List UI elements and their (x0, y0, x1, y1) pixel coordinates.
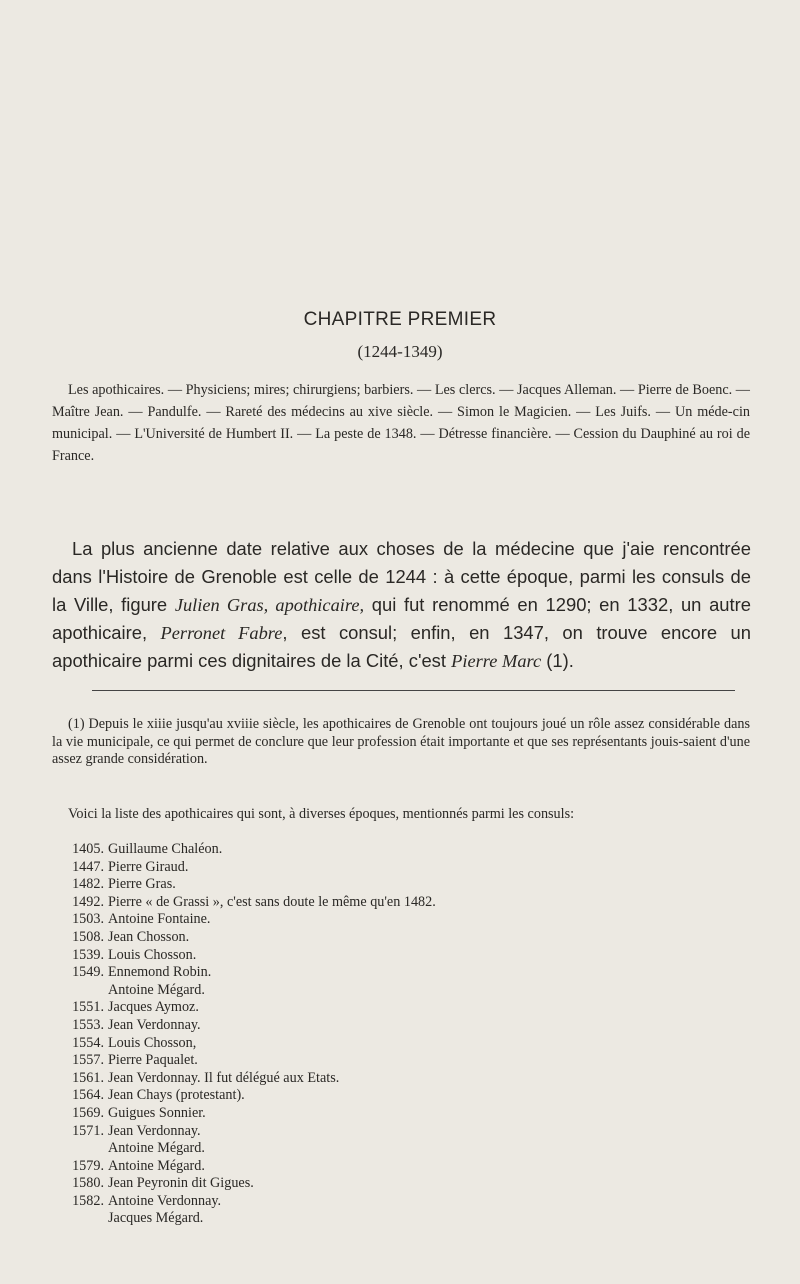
footnote-text: (1) Depuis le xiiie jusqu'au xviiie siècle, les apothicaires de Grenoble ont toujours joué un rôle assez considérable dans la vie municipale, ce qui permet de conclure que leur profession était importante et que ses représentants jouis-saient d'une assez grande considération. (52, 716, 750, 768)
list-item (52, 929, 436, 947)
consul-name: Jean Verdonnay. Il fut délégué aux Etats. (108, 1069, 340, 1086)
consul-name: Antoine Verdonnay. (108, 1192, 222, 1209)
consul-name: Jacques Mégard. (108, 1210, 204, 1227)
consul-year: 1447. (72, 858, 104, 875)
consul-name: Jacques Aymoz. (108, 999, 199, 1016)
consul-year: 1503. (72, 911, 104, 928)
list-item (52, 911, 436, 929)
list-item (52, 1175, 436, 1193)
consul-name: Antoine Mégard. (108, 1157, 205, 1174)
list-item (52, 1052, 436, 1070)
list-item (52, 1105, 436, 1123)
consul-name: Antoine Fontaine. (108, 911, 211, 928)
consul-name: Jean Verdonnay. (108, 1016, 201, 1033)
list-item (52, 1070, 436, 1088)
chapter-dates: (1244-1349) (357, 342, 443, 361)
list-item (52, 1210, 436, 1228)
consul-year: 1561. (72, 1069, 104, 1086)
consul-name: Jean Chosson. (108, 928, 190, 945)
consul-list (52, 841, 436, 1228)
person-pierre-marc: Pierre Marc (451, 651, 542, 671)
list-item (52, 841, 436, 859)
consul-name: Guigues Sonnier. (108, 1104, 206, 1121)
consul-year: 1405. (72, 841, 104, 857)
main-paragraph (52, 535, 751, 675)
consul-name: Pierre Giraud. (108, 858, 189, 875)
consul-name: Jean Peyronin dit Gigues. (108, 1175, 254, 1192)
consul-year: 1571. (72, 1122, 104, 1139)
person-julien-gras: Julien Gras, apothicaire, (174, 595, 365, 615)
consul-year: 1580. (72, 1175, 104, 1192)
main-text-2: qui fut renommé en 1290; en 1332, un autre apothicaire, (52, 594, 751, 643)
consul-year: 1554. (72, 1034, 104, 1051)
main-text-4: (1). (541, 650, 574, 671)
consul-year: 1551. (72, 999, 104, 1016)
list-item (52, 1017, 436, 1035)
list-item (52, 1158, 436, 1176)
list-item (52, 1193, 436, 1211)
consul-name: Antoine Mégard. (108, 1140, 205, 1157)
list-item (52, 876, 436, 894)
list-item (52, 894, 436, 912)
chapter-summary: Les apothicaires. — Physiciens; mires; chirurgiens; barbiers. — Les clercs. — Jacques Alleman. — Pierre de Boenc. — Maître Jean. — Pandulfe. — Rareté des médecins au xive siècle. — Simon le Magicien. — Les Juifs. — Un méde-cin municipal. — L'Université de Humbert II. — La peste de 1348. — Détresse financière. — Cession du Dauphiné au roi de France. (52, 382, 750, 464)
footnote-list-intro: Voici la liste des apothicaires qui sont, à diverses époques, mentionnés parmi les consuls: (68, 806, 575, 822)
consul-year: 1569. (72, 1104, 104, 1121)
consul-name: Louis Chosson. (108, 946, 197, 963)
consul-name: Louis Chosson, (108, 1034, 197, 1051)
consul-year: 1539. (72, 946, 104, 963)
consul-year: 1582. (72, 1192, 104, 1209)
consul-year: 1564. (72, 1087, 104, 1104)
consul-name: Pierre Paqualet. (108, 1052, 198, 1069)
footnote-divider (92, 690, 735, 691)
consul-year: 1557. (72, 1052, 104, 1069)
list-item (52, 947, 436, 965)
consul-name: Pierre « de Grassi », c'est sans doute le même qu'en 1482. (108, 893, 436, 910)
consul-year: 1579. (72, 1157, 104, 1174)
consul-year: 1549. (72, 964, 104, 981)
main-text-3: , est consul; enfin, en 1347, on trouve encore un apothicaire parmi ces dignitaires de la Cité, c'est (52, 622, 751, 671)
list-item (52, 982, 436, 1000)
consul-name: Jean Verdonnay. (108, 1122, 201, 1139)
list-item (52, 1035, 436, 1053)
consul-name: Guillaume Chaléon. (108, 841, 223, 857)
consul-name: Ennemond Robin. (108, 964, 212, 981)
list-item (52, 999, 436, 1017)
consul-year: 1492. (72, 893, 104, 910)
list-item (52, 859, 436, 877)
consul-name: Jean Chays (protestant). (108, 1087, 245, 1104)
chapter-title: CHAPITRE PREMIER (303, 309, 497, 330)
main-text-1: La plus ancienne date relative aux choses de la médecine que j'aie rencontrée dans l'Histoire de Grenoble est celle de 1244 : à cette époque, parmi les consuls de la Ville, figure (52, 538, 751, 615)
consul-name: Pierre Gras. (108, 876, 176, 893)
consul-name: Antoine Mégard. (108, 981, 205, 998)
person-perronet-fabre: Perronet Fabre (160, 623, 283, 643)
consul-year: 1508. (72, 928, 104, 945)
consul-year: 1553. (72, 1016, 104, 1033)
list-item (52, 1087, 436, 1105)
list-item (52, 964, 436, 982)
consul-year: 1482. (72, 876, 104, 893)
list-item (52, 1140, 436, 1158)
list-item (52, 1123, 436, 1141)
